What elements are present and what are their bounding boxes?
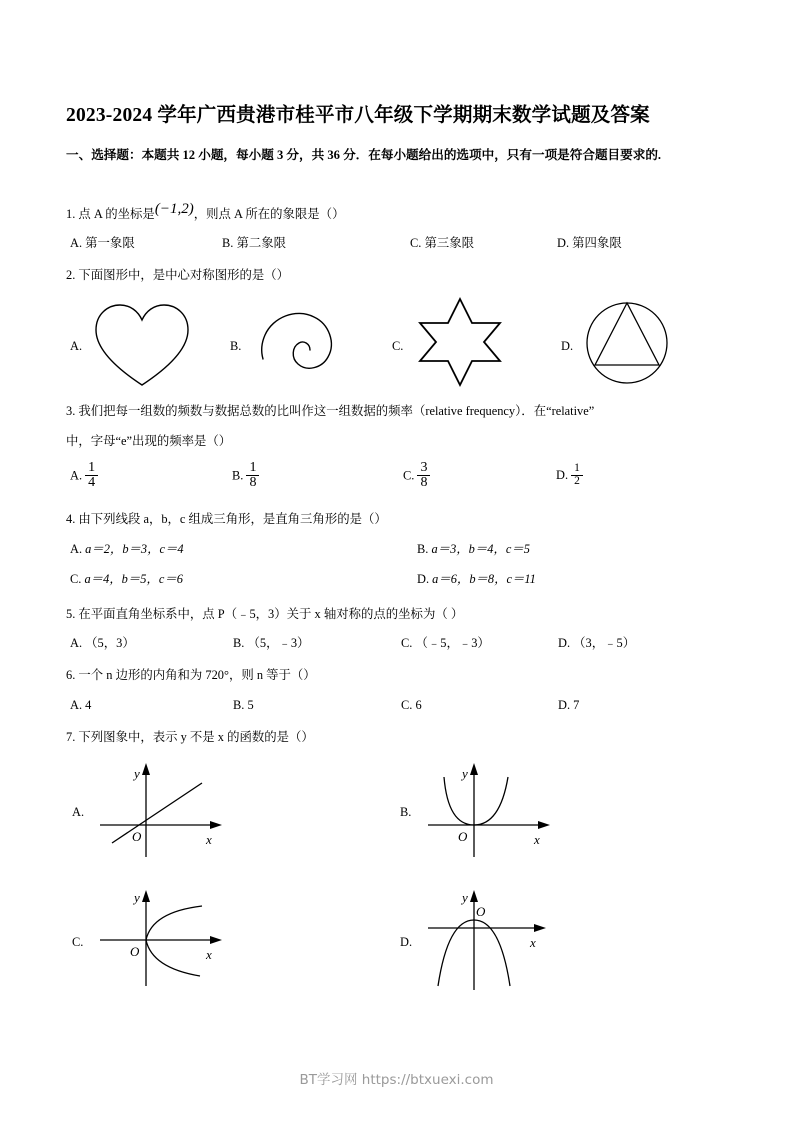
question-3-option-a[interactable] [70, 462, 98, 492]
fraction-denominator: 4 [85, 475, 98, 490]
question-2-stem [66, 264, 289, 286]
question-2-stem-text: 下面图形中，是中心对称图形的是（） [78, 268, 290, 282]
heart-icon [92, 298, 192, 388]
graph-parabola-up-icon [418, 757, 558, 867]
question-3-option-c[interactable] [403, 462, 430, 492]
option-letter: B. [222, 236, 234, 250]
option-text: 6 [415, 698, 422, 712]
question-3-option-d[interactable] [556, 464, 583, 488]
fraction-one-quarter [85, 461, 98, 491]
option-letter: B. [417, 542, 429, 556]
option-text: a＝2，b＝3，c＝4 [85, 542, 184, 556]
question-4-number: 4. [66, 512, 76, 526]
option-text: a＝3，b＝4，c＝5 [431, 542, 530, 556]
svg-text:x: x [534, 832, 540, 847]
question-7-number: 7. [66, 730, 76, 744]
question-6-option-a[interactable] [70, 694, 91, 716]
question-5-option-c[interactable] [401, 632, 490, 654]
option-letter: D. [556, 468, 569, 483]
svg-text:x: x [206, 947, 212, 962]
question-5-option-a[interactable] [70, 632, 135, 654]
question-7-option-c-letter: C. [72, 935, 84, 949]
option-letter: D. [558, 698, 571, 712]
option-letter: C. [70, 572, 82, 586]
question-5-stem [66, 603, 463, 625]
question-2-number: 2. [66, 268, 76, 282]
option-letter: A. [70, 236, 83, 250]
question-3-number: 3. [66, 404, 76, 418]
question-5-number: 5. [66, 607, 76, 621]
question-7-option-b-letter: B. [400, 805, 412, 819]
option-letter: C. [401, 698, 413, 712]
option-letter: D. [557, 236, 570, 250]
question-6-option-c[interactable] [401, 694, 422, 716]
fraction-one-half [571, 463, 583, 487]
fraction-numerator: 1 [249, 460, 257, 475]
option-text: 7 [573, 698, 580, 712]
svg-text:y: y [134, 890, 140, 905]
question-7-stem-text: 下列图象中，表示 y 不是 x 的函数的是（） [78, 730, 314, 744]
question-4-option-c[interactable] [70, 568, 183, 590]
fraction-numerator: 3 [420, 460, 428, 475]
option-text: 4 [85, 698, 92, 712]
fraction-three-eighths [417, 461, 430, 491]
option-letter: A. [70, 468, 83, 483]
option-text: （5，3） [85, 636, 135, 650]
page-title: 2023-2024 学年广西贵港市桂平市八年级下学期期末数学试题及答案 [66, 105, 650, 126]
question-4-option-d[interactable] [417, 568, 536, 590]
option-text: （5，﹣3） [247, 636, 310, 650]
option-letter: A. [70, 636, 83, 650]
svg-text:O: O [132, 829, 142, 844]
question-4-stem-text: 由下列线段 a，b，c 组成三角形，是直角三角形的是（） [78, 512, 387, 526]
question-7-option-a-letter: A. [72, 805, 85, 819]
option-letter: C. [401, 636, 413, 650]
option-text: 5 [247, 698, 254, 712]
spiral-icon [252, 298, 362, 388]
question-1-stem-after: ，则点 A 所在的象限是（） [193, 207, 345, 221]
svg-text:O: O [458, 829, 468, 844]
graph-straight-line-icon [90, 757, 230, 867]
question-3-stem-line2: 中，字母“e”出现的频率是（） [66, 434, 232, 448]
svg-text:y: y [134, 766, 140, 781]
question-6-option-d[interactable] [558, 694, 579, 716]
svg-text:x: x [206, 832, 212, 847]
fraction-numerator: 1 [574, 462, 580, 474]
fraction-one-eighth [246, 461, 259, 491]
question-6-stem-text: 一个 n 边形的内角和为 720°，则 n 等于（） [78, 668, 316, 682]
option-text: a＝4，b＝5，c＝6 [84, 572, 183, 586]
option-letter: A. [70, 542, 83, 556]
svg-text:O: O [130, 944, 140, 959]
svg-text:O: O [476, 904, 486, 919]
option-letter: C. [410, 236, 422, 250]
question-1-coordinate: (−1,2) [154, 201, 194, 217]
fraction-numerator: 1 [88, 460, 96, 475]
question-2-option-d-letter: D. [561, 339, 574, 353]
option-letter: B. [233, 698, 245, 712]
fraction-denominator: 8 [417, 475, 430, 490]
question-1-option-c[interactable] [410, 232, 474, 254]
option-text: 第三象限 [424, 236, 475, 250]
question-6-number: 6. [66, 668, 76, 682]
option-letter: B. [233, 636, 245, 650]
option-letter: D. [417, 572, 430, 586]
svg-text:y: y [462, 766, 468, 781]
question-1-option-b[interactable] [222, 232, 286, 254]
option-letter: D. [558, 636, 571, 650]
question-1-option-a[interactable] [70, 232, 135, 254]
question-3-stem-text-1: 我们把每一组数的频数与数据总数的比叫作这一组数据的频率（relative frequency）．在“relative” [78, 404, 595, 418]
option-text: （3，﹣5） [573, 636, 636, 650]
option-text: 第四象限 [572, 236, 622, 250]
question-3-stem-line1 [66, 400, 594, 422]
question-4-option-b[interactable] [417, 538, 530, 560]
question-1-stem-before: 点 A 的坐标是 [78, 207, 155, 221]
six-pointed-star-icon [414, 296, 506, 388]
option-text: a＝6，b＝8，c＝11 [432, 572, 536, 586]
question-4-stem [66, 508, 387, 530]
option-text: 第一象限 [85, 236, 135, 250]
graph-parabola-right-icon [90, 890, 230, 1000]
fraction-denominator: 2 [571, 475, 583, 488]
question-1-option-d[interactable] [557, 232, 622, 254]
question-1-stem [66, 203, 344, 225]
question-7-option-d-letter: D. [400, 935, 413, 949]
svg-text:y: y [462, 890, 468, 905]
circle-with-inscribed-triangle-icon [583, 299, 671, 387]
fraction-denominator: 8 [246, 475, 259, 490]
option-letter: A. [70, 698, 83, 712]
question-6-option-b[interactable] [233, 694, 254, 716]
option-text: （﹣5，﹣3） [415, 636, 490, 650]
question-1-number: 1. [66, 207, 76, 221]
option-letter: B. [232, 468, 244, 483]
question-6-stem [66, 664, 316, 686]
question-2-option-b-letter: B. [230, 339, 242, 353]
question-4-option-a[interactable] [70, 538, 184, 560]
section-intro: 一、选择题：本题共 12 小题，每小题 3 分，共 36 分．在每小题给出的选项中，只有一项是符合题目要求的. [66, 148, 662, 162]
question-2-option-a-letter: A. [70, 339, 83, 353]
question-7-stem [66, 726, 314, 748]
footer-watermark: BT学习网 https://btxuexi.com [299, 1072, 494, 1088]
question-5-option-b[interactable] [233, 632, 309, 654]
question-3-option-b[interactable] [232, 462, 259, 492]
question-5-stem-text: 在平面直角坐标系中，点 P（﹣5，3）关于 x 轴对称的点的坐标为（ ） [78, 607, 464, 621]
question-5-option-d[interactable] [558, 632, 635, 654]
option-letter: C. [403, 468, 415, 483]
svg-text:x: x [530, 935, 536, 950]
question-2-option-c-letter: C. [392, 339, 404, 353]
option-text: 第二象限 [236, 236, 287, 250]
graph-parabola-down-icon [418, 890, 558, 1000]
